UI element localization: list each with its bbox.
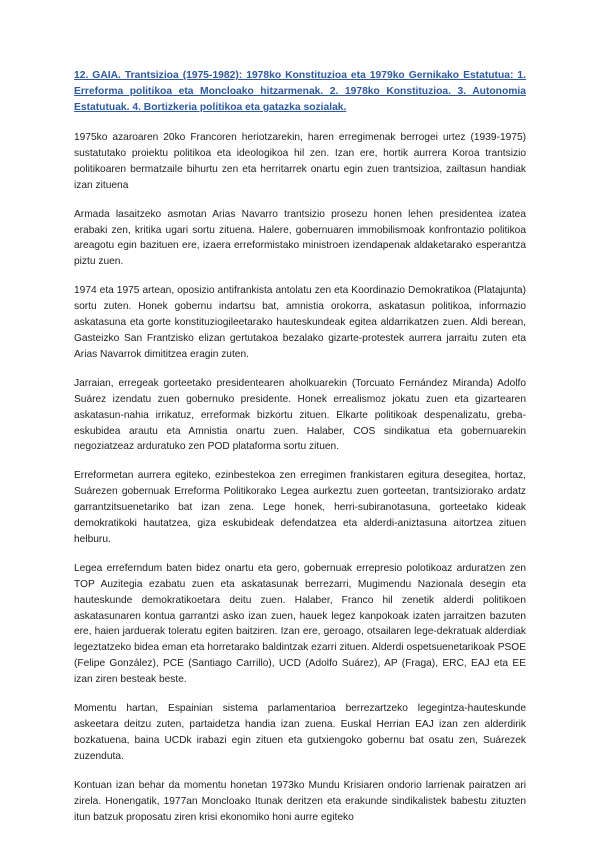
paragraph-6: Legea erreferndum baten bidez onartu eta gero, gobernuak errepresio polotikoaz arduratzen zen TOP Auzitegia ezabatu zuen eta askatasunak berrezarri, Mugimendu Nazionala desegin eta hauteskunde demokratikoetara deitu zuen. Halaber, Franco hil zenetik alderdi politikoen askatasunaren kontua garrantzi asko izan zuen, hauek legez kanpokoak izaten jarraitzen bazuten ere, haien jarduerak toleratu egiten baitziren. Izan ere, geroago, otsailaren lege-dekratuak alderdiak legeztatzeko bidea eman eta horretarako baldintzak ezarri zituen. Alderdi ospetsuenetarikoak PSOE (Felipe González), PCE (Santiago Carrillo), UCD (Adolfo Suárez), AP (Fraga), ERC, EAJ eta EE izan ziren besteak beste. <box>74 562 526 686</box>
paragraph-1: 1975ko azaroaren 20ko Francoren heriotzarekin, haren erregimenak berrogei urtez (1939-1975) sustatutako proiektu politikoa eta ideologikoa hil zen. Izan ere, hortik aurrera Koroa trantsizio politikoaren bermatzaile bihurtu zen eta herritarrek onartu egin zuen trantsizioa, zailtasun handiak izan zituena <box>74 132 526 191</box>
paragraph-7: Momentu hartan, Espainian sistema parlamentarioa berrezartzeko legegintza-hauteskunde askeetara deitzu zuten, partaidetza handia izan zuena. Euskal Herrian EAJ izan zen alderdirik bozkatuena, baina UCDk irabazi egin zituen eta gutxiengoko gobernu bat osatu zen, Suárezek zuzenduta. <box>74 703 526 762</box>
paragraph-4: Jarraian, erregeak gorteetako presidentearen aholkuarekin (Torcuato Fernández Miranda) Adolfo Suárez izendatu zuen gobernuko presidente. Honek errealismoz jokatu zuen eta gizartearen askatasun-nahia irrikatuz, erreformak bizkortu zituen. Elkarte politikoak despenalizatu, greba-eskubidea arautu eta Amnistia onartu zuen. Halaber, COS sindikatua eta gobernuarekin negoziatzeaz arduratuko zen POD plataforma sortu zituen. <box>74 377 526 453</box>
paragraph-3: 1974 eta 1975 artean, oposizio antifrankista antolatu zen eta Koordinazio Demokratikoa (Platajunta) sortu zuten. Honek gobernu indartsu bat, amnistia orokorra, askatasun politikoa, informazio askatasuna eta gorte konstituziogileetarako hauteskundeak egitea aldarrikatzen zuen. Aldi berean, Gasteizko San Frantzisko elizan gertutakoa bezalako gizarte-protestek aurrera jarraitu zuten eta Arias Navarrok dimititzea eragin zuten. <box>74 285 526 360</box>
paragraph-5: Erreformetan aurrera egiteko, ezinbestekoa zen erregimen frankistaren egitura desegitea, hortaz, Suárezen gobernuak Erreforma Politikorako Legea aurkeztu zuen gorteetan, trantsiziorako ardatz garrantzitsuenetariko bat izan zena. Lege honek, herri-subiranotasuna, gorteetako kideak demokratikoki hautatzea, giza eskubideak defendatzea eta alderdi-aniztasuna aitortzea zituen helburu. <box>74 470 526 545</box>
document-heading: 12. GAIA. Trantsizioa (1975-1982): 1978ko Konstituzioa eta 1979ko Gernikako Estatutua: 1. Erreforma politikoa eta Moncloako hitzarmenak. 2. 1978ko Konstituzioa. 3. Autonomia Estatutuak. 4. Bortizkeria politikoa eta gatazka sozialak. <box>74 70 526 113</box>
paragraph-2: Armada lasaitzeko asmotan Arias Navarro trantsizio prosezu honen lehen presidentea izatea erabaki zen, kritika ugari sortu zituena. Halere, gobernuaren immobilismoak konfrontazio politikoa areagotu egin bazituen ere, izaera erreformistako ministroen izendapenak aldaketarako esperantza piztu zuen. <box>74 208 526 268</box>
paragraph-8: Kontuan izan behar da momentu honetan 1973ko Mundu Krisiaren ondorio larrienak pairatzen ari zirela. Honengatik, 1977an Moncloako Itunak deritzen eta erakunde sindikalistek babestu zituzten itun batzuk proposatu ziren krisi ekonomiko honi aurre egiteko <box>74 779 526 823</box>
